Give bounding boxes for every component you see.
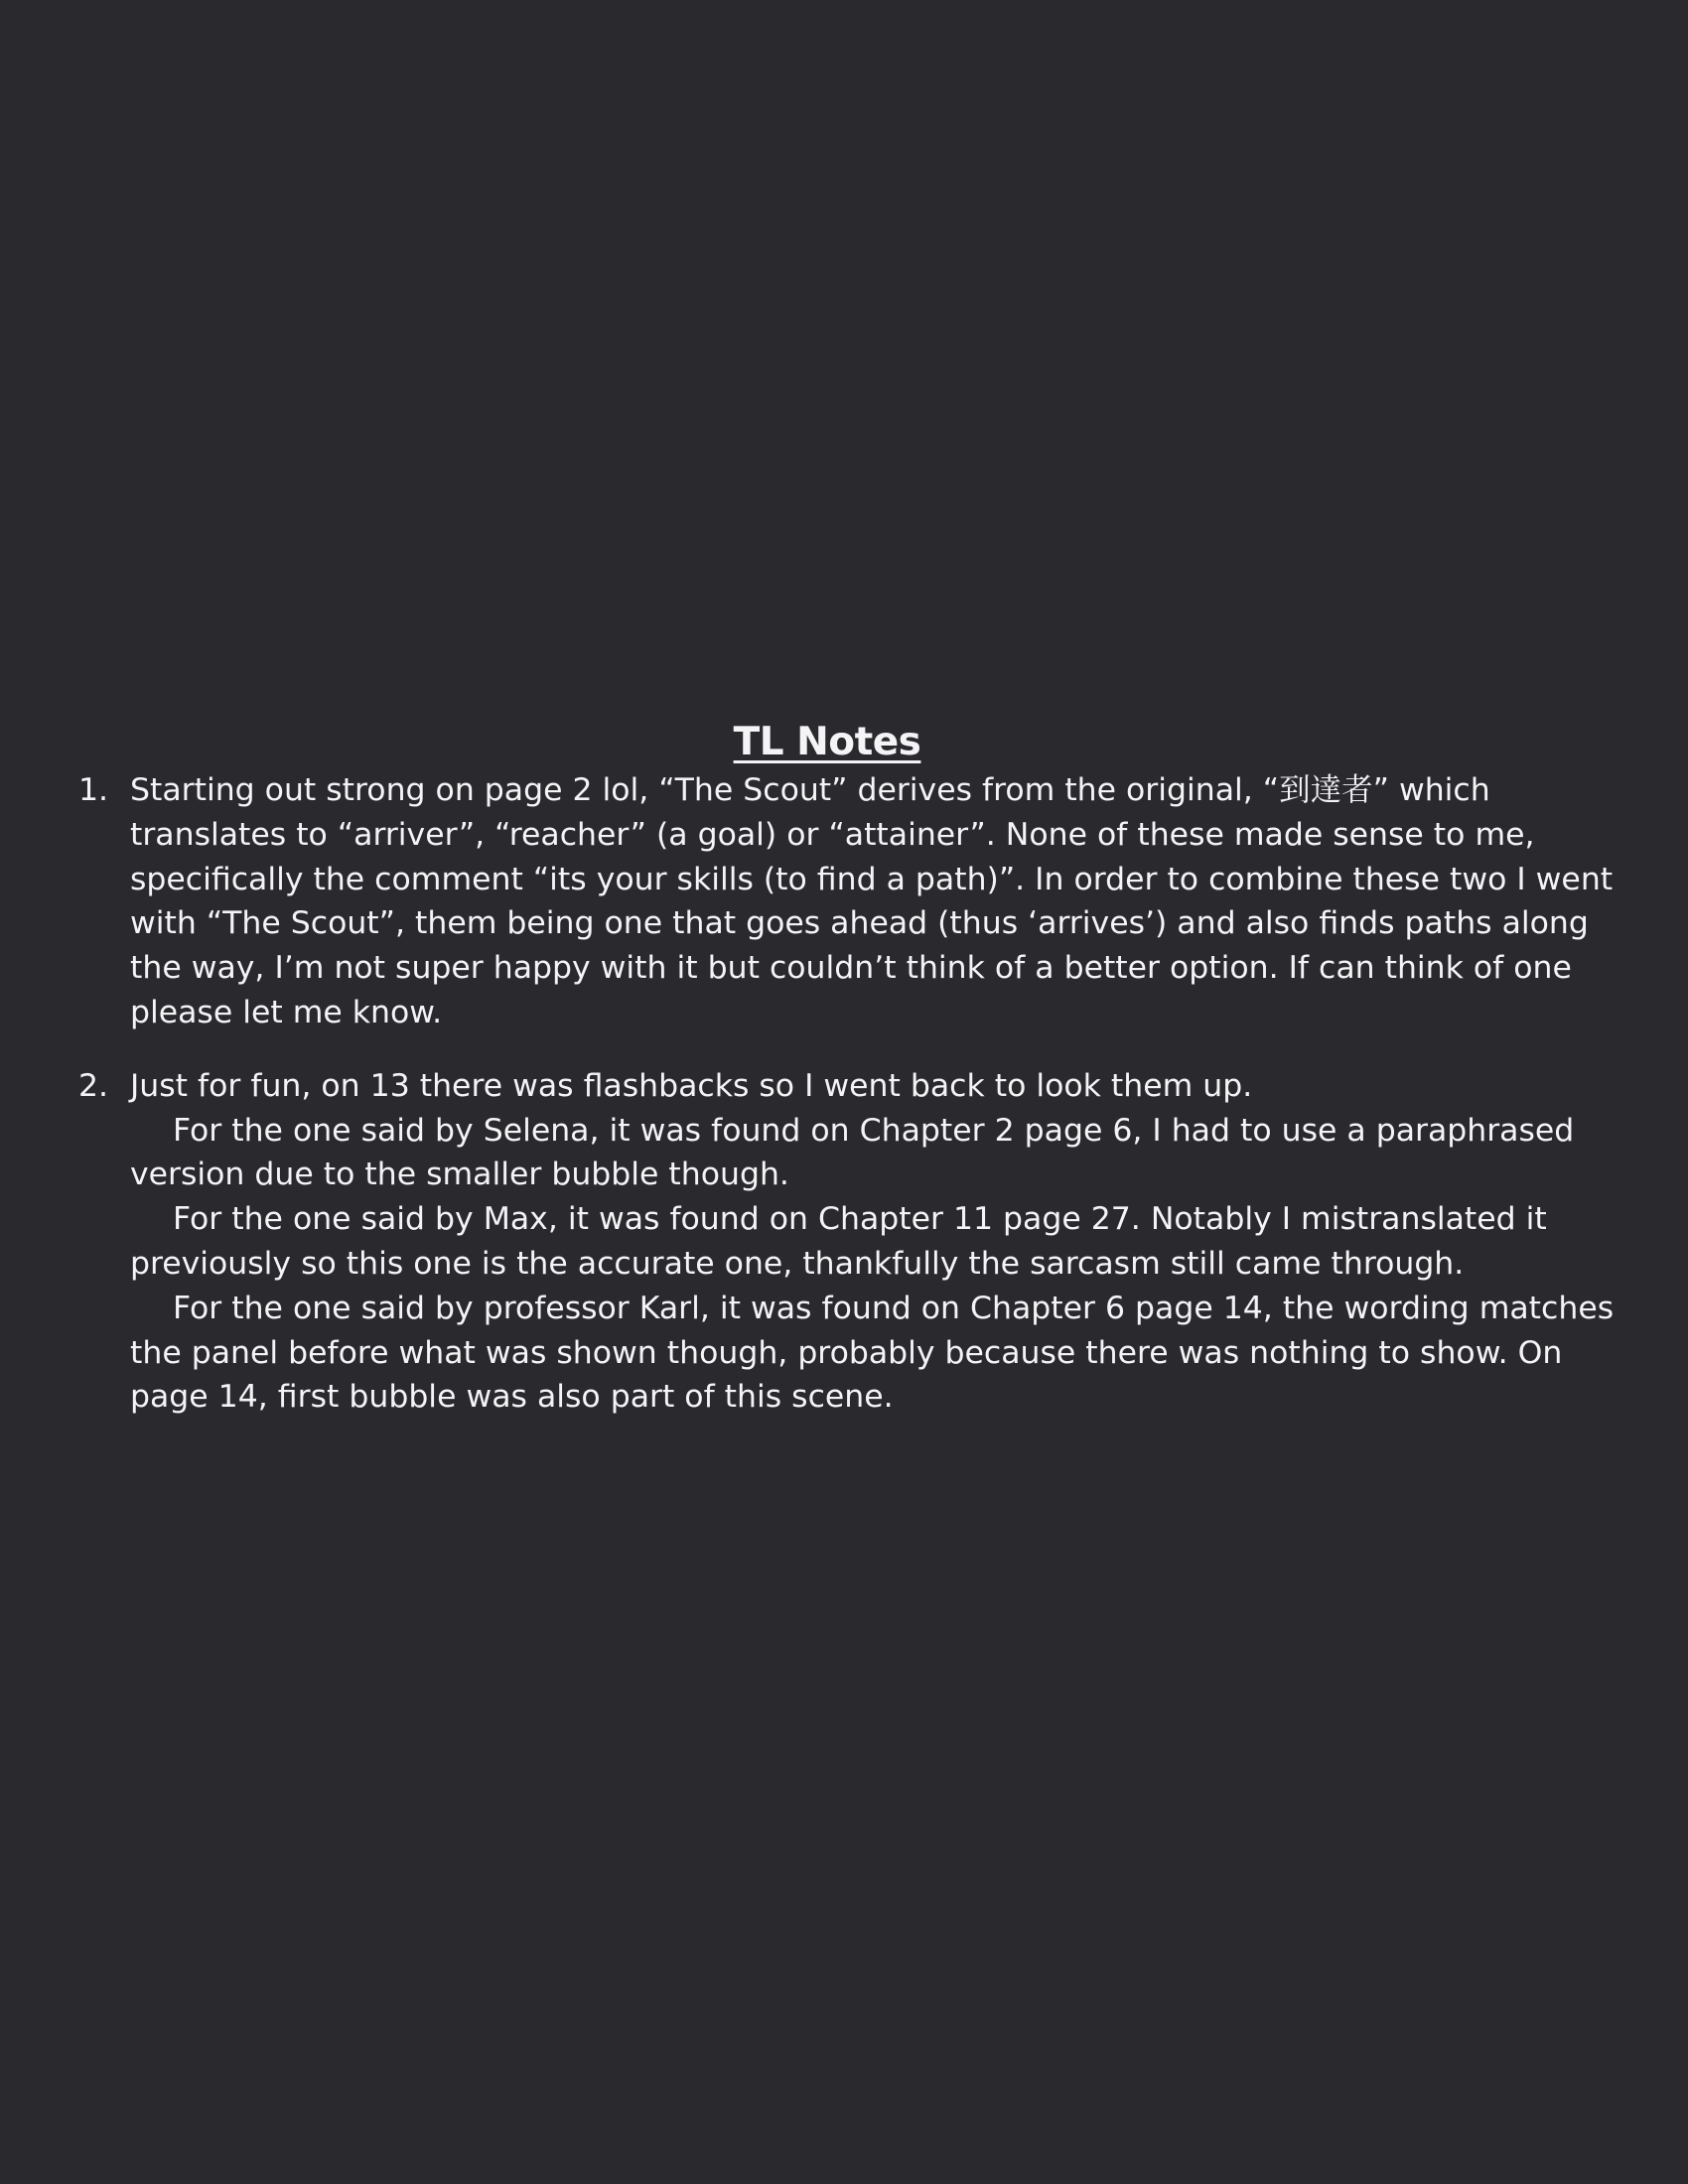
note-item-2 — [78, 1064, 1627, 1420]
note-paragraph: For the one said by Selena, it was found on Chapter 2 page 6, I had to use a paraphrased version due to the smaller bubble though. — [130, 1112, 1575, 1193]
note-number: 2. — [78, 1067, 109, 1104]
note-paragraph: Starting out strong on page 2 lol, “The Scout” derives from the original, “到達者” which translates to “arriver”, “reacher” (a goal) or “attainer”. None of these made sense to me, specifically the comment “its your skills (to find a path)”. In order to combine these two I went with “The Scout”, them being one that goes ahead (thus ‘arrives’) and also finds paths along the way, I’m not super happy with it but couldn’t think of a better option. If can think of one please let me know. — [130, 772, 1614, 1030]
note-paragraph: For the one said by professor Karl, it was found on Chapter 6 page 14, the wording matches the panel before what was shown though, probably because there was nothing to show. On page 14, first bubble was also part of this scene. — [130, 1290, 1615, 1416]
notes-list — [78, 768, 1627, 1420]
note-paragraph: Just for fun, on 13 there was flashbacks so I went back to look them up. — [130, 1067, 1253, 1104]
title-text: TL Notes — [733, 720, 921, 764]
note-number: 1. — [78, 772, 109, 808]
note-paragraph: For the one said by Max, it was found on Chapter 11 page 27. Notably I mistranslated it previously so this one is the accurate one, thankfully the sarcasm still came through. — [130, 1201, 1547, 1282]
page-title — [0, 717, 1654, 768]
note-item-1 — [78, 768, 1627, 1035]
